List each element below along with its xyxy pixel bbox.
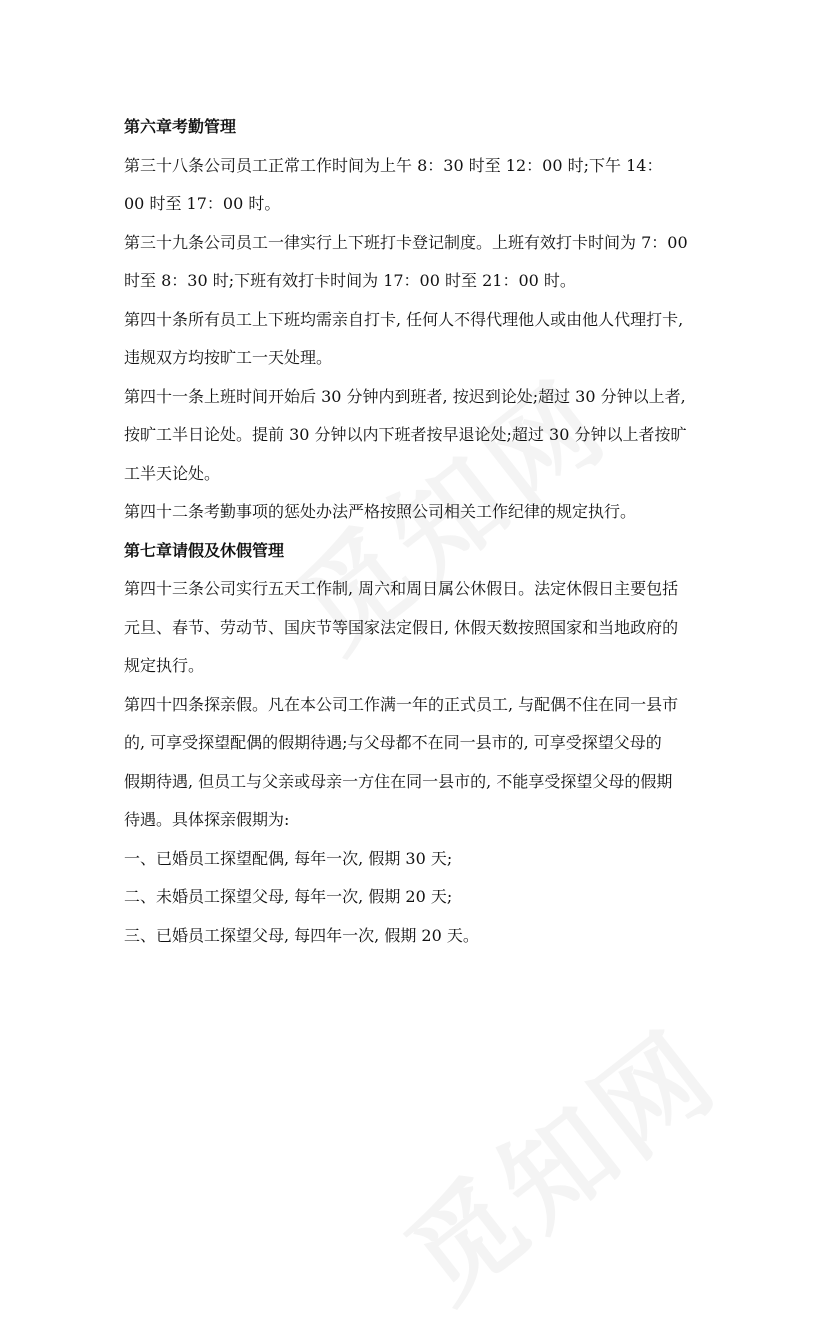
paragraph-line: 第四十条所有员工上下班均需亲自打卡, 任何人不得代理他人或由他人代理打卡, (124, 309, 684, 329)
paragraph-line: 第三十八条公司员工正常工作时间为上午 8：30 时至 12：00 时;下午 14： (124, 155, 663, 175)
paragraph-line: 假期待遇, 但员工与父亲或母亲一方住在同一县市的, 不能享受探望父母的假期 (124, 771, 673, 791)
paragraph-line: 第四十四条探亲假。凡在本公司工作满一年的正式员工, 与配偶不住在同一县市 (124, 694, 679, 714)
paragraph-line: 时至 8：30 时;下班有效打卡时间为 17：00 时至 21：00 时。 (124, 271, 576, 290)
list-item: 一、已婚员工探望配偶, 每年一次, 假期 30 天; (124, 848, 453, 868)
paragraph-line: 元旦、春节、劳动节、国庆节等国家法定假日, 休假天数按照国家和当地政府的 (124, 617, 679, 637)
paragraph-line: 待遇。具体探亲假期为: (124, 810, 290, 829)
chapter-heading: 第七章请假及休假管理 (124, 540, 285, 560)
paragraph-line: 按旷工半日论处。提前 30 分钟以内下班者按早退论处;超过 30 分钟以上者按旷 (124, 425, 687, 444)
paragraph-line: 第三十九条公司员工一律实行上下班打卡登记制度。上班有效打卡时间为 7：00 (124, 232, 688, 252)
paragraph-line: 违规双方均按旷工一天处理。 (124, 348, 333, 367)
paragraph-line: 第四十三条公司实行五天工作制, 周六和周日属公休假日。法定休假日主要包括 (124, 579, 679, 598)
paragraph-line: 规定执行。 (124, 656, 205, 675)
paragraph-line: 00 时至 17：00 时。 (124, 194, 281, 213)
watermark (369, 988, 745, 1330)
paragraph-line: 工半天论处。 (124, 463, 221, 483)
paragraph-line: 的, 可享受探望配偶的假期待遇;与父母都不在同一县市的, 可享受探望父母的 (124, 733, 662, 752)
list-item: 二、未婚员工探望父母, 每年一次, 假期 20 天; (124, 887, 453, 906)
list-item: 三、已婚员工探望父母, 每四年一次, 假期 20 天。 (124, 925, 479, 945)
paragraph-line: 第四十一条上班时间开始后 30 分钟内到班者, 按迟到论处;超过 30 分钟以上者, (124, 386, 686, 406)
document-body (124, 108, 714, 955)
chapter-heading: 第六章考勤管理 (124, 117, 237, 136)
paragraph-line: 第四十二条考勤事项的惩处办法严格按照公司相关工作纪律的规定执行。 (124, 502, 637, 521)
